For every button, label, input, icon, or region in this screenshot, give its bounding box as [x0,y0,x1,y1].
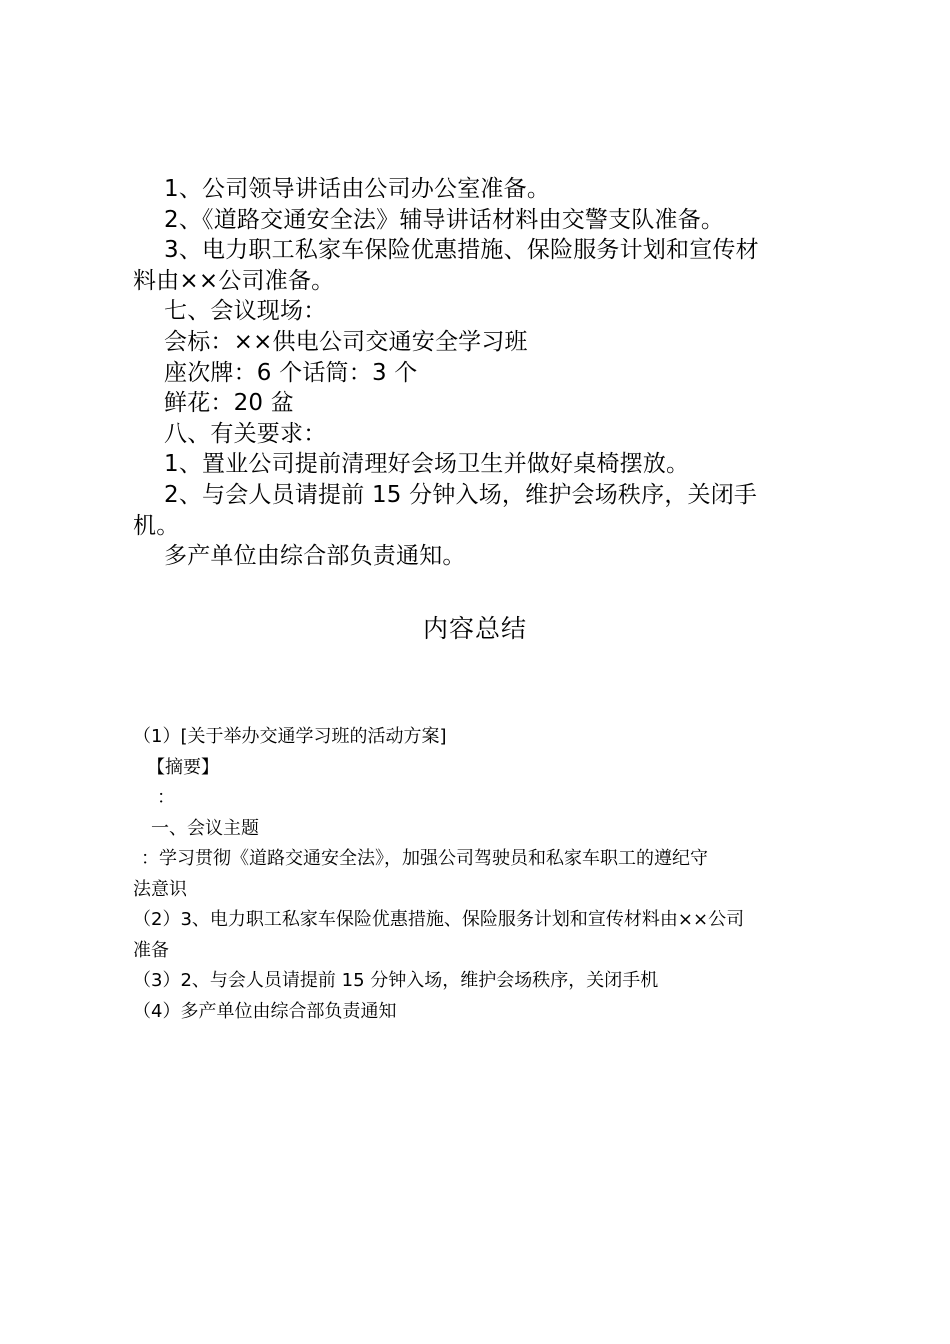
body-line-req-1: 1、置业公司提前清理好会场卫生并做好桌椅摆放。 [164,451,690,478]
body-line-item-2: 2、《道路交通安全法》辅导讲话材料由交警支队准备。 [164,206,725,233]
summary-topic-text: ：学习贯彻《道路交通安全法》，加强公司驾驶员和私家车职工的遵纪守 [141,848,708,869]
body-text [133,174,823,572]
summary-line-4: （4）多产单位由综合部负责通知 [133,1000,397,1022]
body-line-req-2: 2、与会人员请提前 15 分钟入场，维护会场秩序，关闭手 [164,481,758,508]
body-line-item-3-cont: 料由××公司准备。 [133,267,335,294]
summary-line-3: （3）2、与会人员请提前 15 分钟入场，维护会场秩序，关闭手机 [133,970,659,991]
body-line-flowers: 鲜花：20 盆 [164,390,294,417]
body-line-req-2-cont: 机。 [133,512,180,539]
summary-line-2-cont: 准备 [133,939,169,961]
summary-topic-heading: 一、会议主题 [151,817,259,839]
body-line-notice: 多产单位由综合部负责通知。 [164,543,466,570]
summary-line-1: （1）[关于举办交通学习班的活动方案] [133,726,447,747]
summary-abstract-label: 【摘要】 [147,756,219,778]
summary-title: 内容总结 [422,614,527,643]
summary-line-2: （2）3、电力职工私家车保险优惠措施、保险服务计划和宣传材料由××公司 [133,909,745,930]
body-line-seat-cards: 座次牌：6 个话筒：3 个 [164,359,418,386]
summary-topic-text-cont: 法意识 [133,878,187,900]
section-heading-requirements: 八、有关要求： [164,420,327,447]
body-line-banner: 会标：××供电公司交通安全学习班 [164,328,528,355]
body-line-item-3: 3、电力职工私家车保险优惠措施、保险服务计划和宣传材 [164,237,759,264]
summary-colon: ： [157,787,175,808]
section-heading-venue: 七、会议现场： [164,298,327,325]
body-line-item-1: 1、公司领导讲话由公司办公室准备。 [164,176,551,202]
summary-section [133,722,833,1027]
